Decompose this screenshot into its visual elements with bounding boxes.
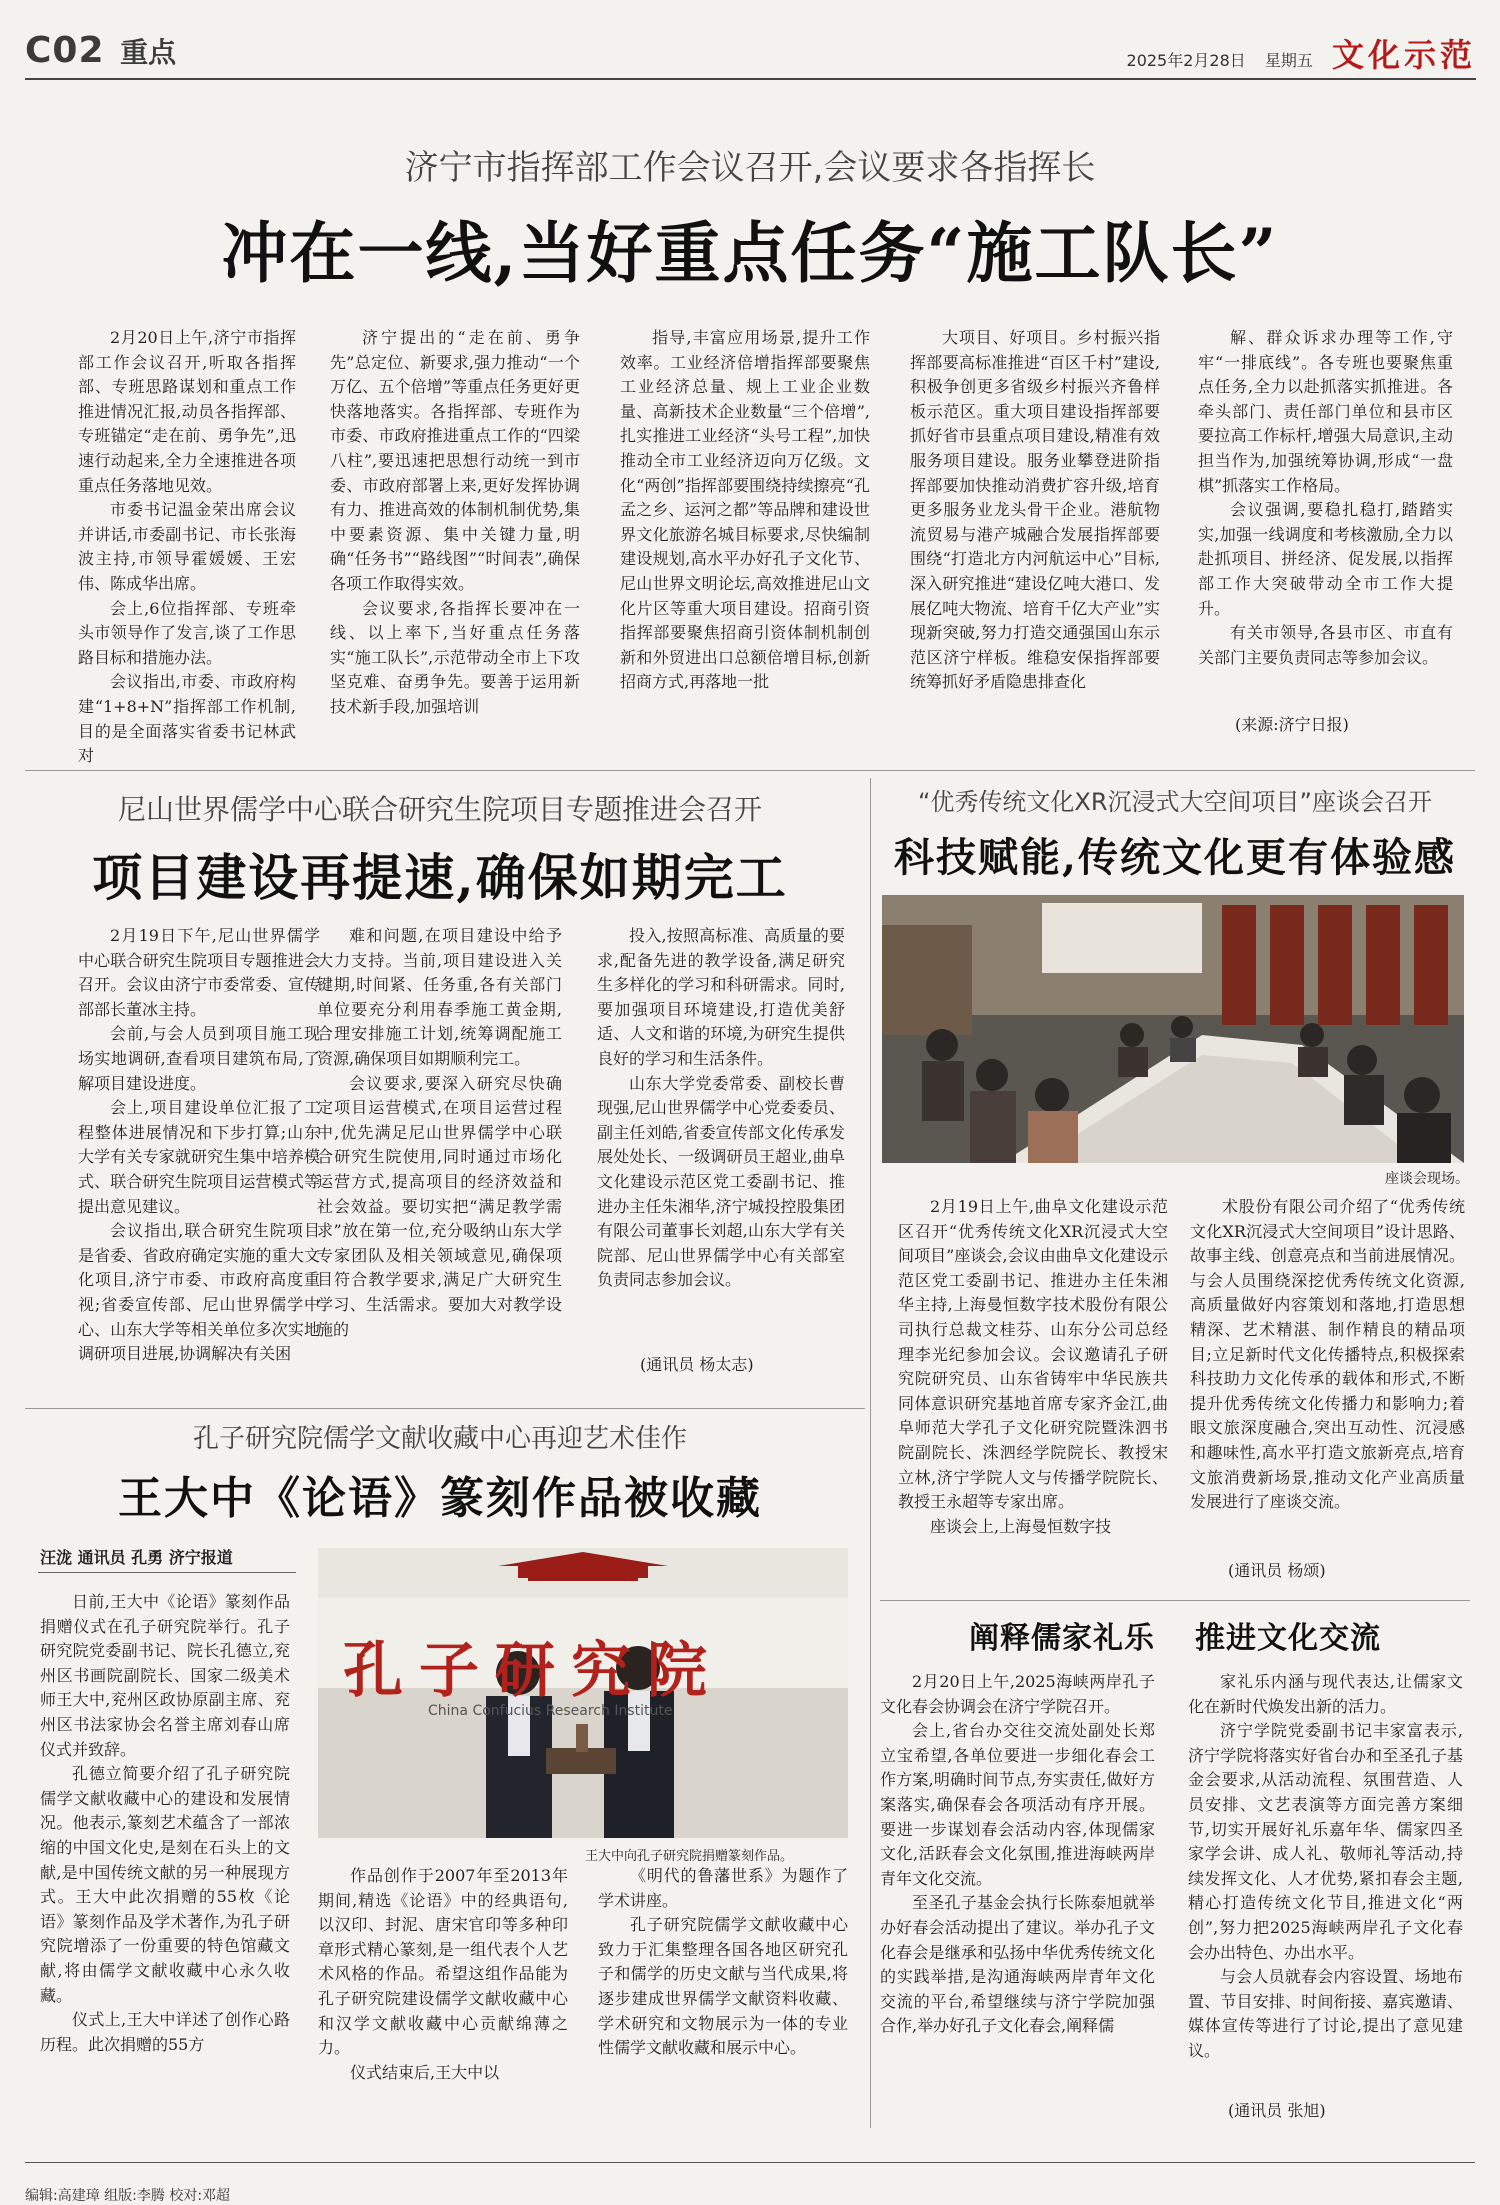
article4-subhead: 孔子研究院儒学文献收藏中心再迎艺术佳作 [192, 1424, 687, 1454]
article1-col5 [1198, 326, 1453, 716]
article3-subhead: “优秀传统文化XR沉浸式大空间项目”座谈会召开 [918, 788, 1432, 816]
paragraph: 会议指出,市委、市政府构建“1+8+N”指挥部工作机制,目的是全面落实省委书记林武对 [78, 672, 296, 766]
paragraph: 会议指出,联合研究生院项目是省委、省政府确定实施的重大文化项目,济宁市委、市政府高度重视;省委宣传部、尼山世界儒学中心、山东大学等相关单位多次实地调研项目进展,协调解决有关困 [78, 1221, 320, 1364]
paragraph: 2月19日上午,曲阜文化建设示范区召开“优秀传统文化XR沉浸式大空间项目”座谈会,会议由曲阜文化建设示范区党工委副书记、推进办主任朱湘华主持,上海曼恒数字技术股份有限公司执行总裁文桂芬、山东分公司总经理李光纪参加会议。会议邀请孔子研究院研究员、山东省铸牢中华民族共同体意识研究基地首席专家齐金江,曲阜师范大学孔子文化研究院暨洙泗书院副院长、洙泗经学院院长、教授宋立林,济宁学院人文与传播学院院长、教授王永超等专家出席。 [898, 1197, 1168, 1512]
paragraph: 会议强调,要稳扎稳打,踏踏实实,加强一线调度和考核激励,全力以赴抓项目、拼经济、促发展,以指挥部工作大突破带动全市工作大提升。 [1198, 500, 1453, 618]
paragraph: 济宁学院党委副书记丰家富表示,济宁学院将落实好省台办和至圣孔子基金会要求,从活动流程、氛围营造、人员安排、文艺表演等方面完善方案细节,切实开展好礼乐嘉年华、儒家四圣家学会讲、成人礼、敬师礼等活动,持续发挥文化、人才优势,紧扣春会主题,精心打造传统文化节目,推进文化“两创”,努力把2025海峡两岸孔子文化春会办出特色、办出水平。 [1188, 1721, 1463, 1962]
paragraph: 至圣孔子基金会执行长陈泰旭就举办好春会活动提出了建议。举办孔子文化春会是继承和弘扬中华优秀传统文化的实践举措,是沟通海峡两岸青年文化交流的平台,希望继续与济宁学院加强合作,举办好孔子文化春会,阐释儒 [880, 1893, 1155, 2036]
paragraph: 座谈会上,上海曼恒数字技 [930, 1516, 1112, 1536]
article4-col2 [318, 1864, 568, 2126]
article5-credit: (通讯员 张旭) [1228, 2101, 1326, 2120]
issue-weekday: 星期五 [1264, 51, 1313, 70]
issue-date: 2025年2月28日 [1126, 51, 1246, 70]
divider [880, 1600, 1470, 1601]
paragraph: 仪式结束后,王大中以 [350, 2062, 500, 2082]
meeting-photo [882, 895, 1464, 1163]
article5-headline [880, 1613, 1470, 1657]
paragraph: 术股份有限公司介绍了“优秀传统文化XR沉浸式大空间项目”设计思路、故事主线、创意亮点和当前进展情况。与会人员围绕深挖优秀传统文化资源,高质量做好内容策划和落地,打造思想精深、艺术精湛、制作精良的精品项目;立足新时代文化传播特点,积极探索科技助力文化传承的载体和形式,不断提升优秀传统文化传播力和影响力;着眼文旅深度融合,突出互动性、沉浸感和趣味性,高水平打造文旅新亮点,培育文旅消费新场景,推动文化产业高质量发展进行了座谈交流。 [1190, 1197, 1465, 1512]
article3-credit: (通讯员 杨颂) [1228, 1561, 1326, 1580]
article1-col4 [910, 326, 1160, 736]
byline-rule [38, 1572, 296, 1573]
paragraph: 孔德立简要介绍了孔子研究院儒学文献收藏中心的建设和发展情况。他表示,篆刻艺术蕴含了一部浓缩的中国文化史,是刻在石头上的文献,是中国传统文献的另一种展现方式。王大中此次捐赠的55枚《论语》篆刻作品及学术著作,为孔子研究院增添了一份重要的特色馆藏文献,将由儒学文献收藏中心永久收藏。 [40, 1764, 290, 2005]
article2-col2 [317, 924, 562, 1379]
paragraph: 济宁提出的“走在前、勇争先”总定位、新要求,强力推动“一个万亿、五个倍增”等重点任务更好更快落地落实。各指挥部、专班作为市委、市政府推进重点工作的“四梁八柱”,要迅速把思想行动统一到市委、市政府部署上来,更好发挥协调有力、推进高效的体制机制优势,集中要素资源、集中关键力量,明确“任务书”“路线图”“时间表”,确保各项工作取得实效。 [330, 328, 580, 593]
article3-col1 [898, 1195, 1168, 1585]
paragraph: 2月20日上午,2025海峡两岸孔子文化春会协调会在济宁学院召开。 [880, 1672, 1155, 1716]
paragraph: 会议要求,各指挥长要冲在一线、以上率下,当好重点任务落实“施工队长”,示范带动全市上下攻坚克难、奋勇争先。要善于运用新技术新手段,加强培训 [330, 598, 580, 716]
paragraph: 大项目、好项目。乡村振兴指挥部要高标准推进“百区千村”建设,积极争创更多省级乡村振兴齐鲁样板示范区。重大项目建设指挥部要抓好省市县重点项目建设,精准有效服务项目建设。服务业攀登进阶指挥部要加快推动消费扩容升级,培育更多服务业龙头骨干企业。港航物流贸易与港产城融合发展指挥部要围绕“打造北方内河航运中心”目标,深入研究推进“建设亿吨大港口、发展亿吨大物流、培育千亿大产业”实现新突破,努力打造交通强国山东示范区济宁样板。维稳安保指挥部要统筹抓好矛盾隐患排查化 [910, 328, 1160, 692]
brand-logo: 文化示范 [1331, 36, 1476, 74]
paragraph: 会上,6位指挥部、专班牵头市领导作了发言,谈了工作思路目标和措施办法。 [78, 598, 296, 667]
paragraph: 会上,项目建设单位汇报了工程整体进展情况和下步打算;山东大学有关专家就研究生集中培养模式、联合研究生院项目运营模式等提出意见建议。 [78, 1098, 320, 1216]
top-rule [25, 78, 1476, 80]
page-number: C02 [25, 30, 105, 71]
article1-col2 [330, 326, 580, 736]
paragraph: 投入,按照高标准、高质量的要求,配备先进的教学设备,满足研究生多样化的学习和科研需求。同时,要加强项目环境建设,打造优美舒适、人文和谐的环境,为研究生提供良好的学习和生活条件。 [597, 926, 845, 1068]
article5-col2 [1188, 1670, 1463, 2080]
article4-col3 [598, 1864, 848, 2126]
page-section-label [25, 30, 176, 71]
paragraph: 会上,省台办交往交流处副处长郑立宝希望,各单位要进一步细化春会工作方案,明确时间节点,夯实责任,做好方案落实,确保春会各项活动有序开展。要进一步谋划春会活动内容,体现儒家文化,活跃春会文化氛围,推进海峡两岸青年文化交流。 [880, 1721, 1155, 1888]
article1-col3 [620, 326, 870, 736]
paragraph: 与会人员就春会内容设置、场地布置、节目安排、时间衔接、嘉宾邀请、媒体宣传等进行了讨论,提出了意见建议。 [1188, 1967, 1463, 2060]
paragraph: 作品创作于2007年至2013年期间,精选《论语》中的经典语句,以汉印、封泥、唐宋官印等多种印章形式精心篆刻,是一组代表个人艺术风格的作品。希望这组作品能为孔子研究院建设儒学文献收藏中心和汉学文献收藏中心贡献绵薄之力。 [318, 1866, 568, 2058]
paragraph: 指导,丰富应用场景,提升工作效率。工业经济倍增指挥部要聚焦工业经济总量、规上工业企业数量、高新技术企业数量“三个倍增”,扎实推进工业经济“头号工程”,加快推动全市工业经济迈向万亿级。文化“两创”指挥部要围绕持续擦亮“孔孟之乡、运河之都”等品牌和建设世界文化旅游名城目标要求,尽快编制建设规划,高水平办好孔子文化节、尼山世界文明论坛,高效推进尼山文化片区等重大项目建设。招商引资指挥部要聚焦招商引资体制机制创新和外贸进出口总额倍增目标,创新招商方式,再落地一批 [620, 328, 870, 692]
section-name: 重点 [120, 36, 177, 69]
paragraph: 市委书记温金荣出席会议并讲话,市委副书记、市长张海波主持,市领导霍媛媛、王宏伟、陈成华出席。 [78, 500, 296, 593]
paragraph: 《明代的鲁藩世系》为题作了学术讲座。 [598, 1866, 848, 1910]
paragraph: 会议要求,要深入研究尽快确定项目运营模式,在项目运营过程中,优先满足尼山世界儒学中心联合研究生院使用,同时通过市场化运营方式,提高项目的经济效益和社会效益。要切实把“满足教学需求”放在第一位,充分吸纳山东大学专家团队及相关领域意见,确保项目符合教学要求,满足广大研究生学习、生活需求。要加大对教学设施的 [317, 1073, 562, 1339]
article2-credit: (通讯员 杨太志) [640, 1355, 754, 1374]
article5-headline-left: 阐释儒家礼乐 [969, 1621, 1155, 1656]
institute-sign-en: China Confucius Research Institute [428, 1703, 673, 1719]
paragraph: 2月19日下午,尼山世界儒学中心联合研究生院项目专题推进会召开。会议由济宁市委常委、宣传部部长董冰主持。 [78, 926, 320, 1019]
article3-col2 [1190, 1195, 1465, 1535]
paragraph: 孔子研究院儒学文献收藏中心致力于汇集整理各国各地区研究孔子和儒学的历史文献与当代成果,将逐步建成世界儒学文献资料收藏、学术研究和文物展示为一体的专业性儒学文献收藏和展示中心。 [598, 1915, 848, 2058]
paragraph: 山东大学党委常委、副校长曹现强,尼山世界儒学中心党委委员、副主任刘皓,省委宣传部文化传承发展处处长、一级调研员王超业,曲阜文化建设示范区党工委副书记、推进办主任朱湘华,济宁城投控股集团有限公司董事长刘超,山东大学有关院部、尼山世界儒学中心有关部室负责同志参加会议。 [597, 1073, 845, 1290]
bottom-rule [25, 2162, 1475, 2163]
article4-col1 [40, 1590, 290, 2128]
article2-col3 [597, 924, 845, 1342]
meeting-photo-caption: 座谈会现场。 [1385, 1171, 1469, 1187]
article1-credit: (来源:济宁日报) [1235, 715, 1349, 734]
article4-byline: 汪泷 通讯员 孔勇 济宁报道 [40, 1548, 233, 1567]
paragraph: 家礼乐内涵与现代表达,让儒家文化在新时代焕发出新的活力。 [1188, 1672, 1463, 1716]
article1-headline: 冲在一线,当好重点任务“施工队长” [221, 214, 1279, 292]
article2-headline: 项目建设再提速,确保如期完工 [92, 848, 788, 907]
paragraph: 会前,与会人员到项目施工现场实地调研,查看项目建筑布局,了解项目建设进度。 [78, 1024, 320, 1093]
paragraph: 有关市领导,各县市区、市直有关部门主要负责同志等参加会议。 [1198, 623, 1453, 667]
article2-subhead: 尼山世界儒学中心联合研究生院项目专题推进会召开 [117, 793, 762, 826]
paragraph: 日前,王大中《论语》篆刻作品捐赠仪式在孔子研究院举行。孔子研究院党委副书记、院长孔德立,兖州区书画院副院长、国家二级美术师王大中,兖州区政协原副主席、兖州区书法家协会名誉主席刘春山席仪式并致辞。 [40, 1592, 290, 1759]
vertical-divider [870, 778, 871, 2128]
article1-col1 [78, 326, 296, 766]
article3-headline: 科技赋能,传统文化更有体验感 [894, 834, 1456, 881]
divider [25, 1408, 865, 1409]
article5-headline-right: 推进文化交流 [1195, 1621, 1381, 1656]
article5-col1 [880, 1670, 1155, 2125]
paragraph: 难和问题,在项目建设中给予大力支持。当前,项目建设进入关键期,时间紧、任务重,各有关部门单位要充分利用春季施工黄金期,合理安排施工计划,统筹调配施工资源,确保项目如期顺利完工。 [317, 926, 562, 1068]
article4-headline: 王大中《论语》篆刻作品被收藏 [118, 1473, 762, 1524]
masthead-info [1127, 30, 1476, 76]
paragraph: 仪式上,王大中详述了创作心路历程。此次捐赠的55方 [40, 2010, 290, 2054]
institute-sign: 孔子研究院 [343, 1636, 723, 1706]
editor-credits: 编辑:高建璋 组版:李腾 校对:邓超 [25, 2188, 231, 2204]
article2-col1 [78, 924, 320, 1379]
donation-photo-caption: 王大中向孔子研究院捐赠篆刻作品。 [585, 1849, 794, 1864]
article1-subhead: 济宁市指挥部工作会议召开,会议要求各指挥长 [404, 148, 1096, 188]
paragraph: 2月20日上午,济宁市指挥部工作会议召开,听取各指挥部、专班思路谋划和重点工作推进情况汇报,动员各指挥部、专班锚定“走在前、勇争先”,迅速行动起来,全力全速推进各项重点任务落地见效。 [78, 328, 296, 495]
divider [25, 770, 1475, 771]
meeting-photo-art [882, 895, 1464, 1163]
paragraph: 解、群众诉求办理等工作,守牢“一排底线”。各专班也要聚焦重点任务,全力以赴抓落实抓推进。各牵头部门、责任部门单位和县市区要拉高工作标杆,增强大局意识,主动担当作为,加强统筹协调,形成“一盘棋”抓落实工作格局。 [1198, 328, 1453, 495]
donation-photo [318, 1548, 848, 1838]
